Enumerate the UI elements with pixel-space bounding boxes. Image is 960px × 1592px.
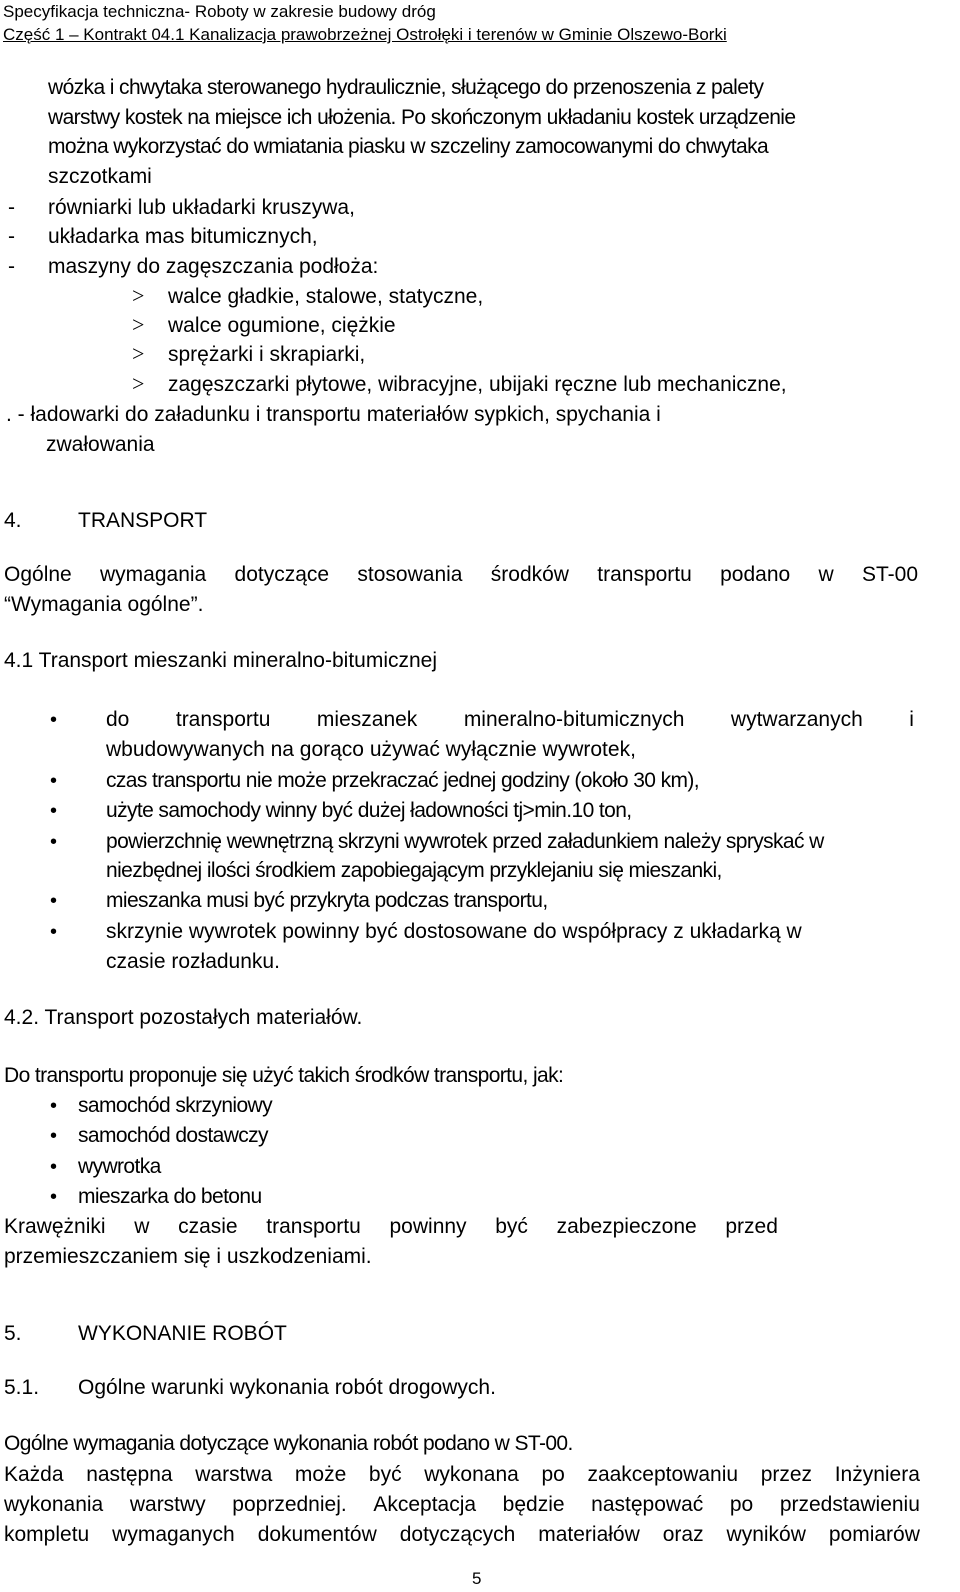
word: wymaganych	[112, 1523, 235, 1546]
section-5-1-paragraph-2-line-3	[4, 1521, 920, 1549]
bullet-icon: •	[50, 1095, 58, 1117]
word: materiałów	[538, 1523, 640, 1546]
curb-note-line-2: przemieszczaniem się i uszkodzeniami.	[4, 1245, 372, 1268]
word: warstwa	[195, 1463, 273, 1486]
section-4-number: 4.	[4, 509, 22, 532]
vehicle-item-3: wywrotka	[78, 1155, 161, 1178]
word: po	[541, 1463, 565, 1486]
intro-line-4: szczotkami	[48, 165, 152, 188]
word: Akceptacja	[373, 1493, 477, 1516]
word: Każda	[4, 1463, 64, 1486]
section-4-2-title: 4.2. Transport pozostałych materiałów.	[4, 1006, 363, 1029]
word: następna	[86, 1463, 173, 1486]
word: następować	[591, 1493, 704, 1516]
arrow-marker-icon: >	[132, 341, 145, 366]
word: przedstawieniu	[779, 1493, 920, 1516]
word: środków	[490, 563, 569, 586]
word: Krawężniki	[4, 1215, 106, 1238]
section-5-1-paragraph-2-line-2	[4, 1491, 920, 1519]
word: przez	[760, 1463, 813, 1486]
word: po	[729, 1493, 754, 1516]
section-5-1-number: 5.1.	[4, 1376, 40, 1399]
bullet-icon: •	[50, 890, 58, 912]
sub-item-3: sprężarki i skrapiarki,	[168, 343, 366, 366]
word: wykonana	[424, 1463, 519, 1486]
section-5-1-paragraph-2-line-1	[4, 1461, 920, 1489]
bullet-icon: •	[50, 1156, 58, 1178]
curb-note-line-1	[4, 1213, 778, 1241]
word: może	[294, 1463, 347, 1486]
word: kompletu	[4, 1523, 90, 1546]
word: wytwarzanych	[730, 708, 863, 731]
word: dotyczących	[399, 1523, 516, 1546]
dash-item-1: równiarki lub układarki kruszywa,	[48, 196, 355, 219]
word: Inżyniera	[834, 1463, 920, 1486]
bullet-icon: •	[50, 800, 58, 822]
word: wykonania	[4, 1493, 104, 1516]
word: transportu	[597, 563, 692, 586]
word: oraz	[662, 1523, 704, 1546]
word: mineralno-bitumicznych	[463, 708, 685, 731]
loader-line-2: zwałowania	[46, 433, 155, 456]
word: czasie	[178, 1215, 238, 1238]
word: być	[368, 1463, 402, 1486]
dash-marker: -	[8, 255, 15, 278]
page-header	[3, 0, 727, 46]
word: dokumentów	[257, 1523, 377, 1546]
transport-bullet-4-line-1: powierzchnię wewnętrzną skrzyni wywrotek przed załadunkiem należy spryskać w	[106, 830, 824, 853]
bullet-icon: •	[50, 921, 58, 943]
sub-item-2: walce ogumione, ciężkie	[168, 314, 396, 337]
dash-marker: -	[8, 225, 15, 248]
word: wyników	[726, 1523, 806, 1546]
word: wymagania	[100, 563, 207, 586]
word: poprzedniej.	[232, 1493, 347, 1516]
section-5-1-title: Ogólne warunki wykonania robót drogowych.	[78, 1376, 496, 1399]
arrow-marker-icon: >	[132, 371, 145, 396]
header-line-2: Część 1 – Kontrakt 04.1 Kanalizacja prawobrzeżnej Ostrołęki i terenów w Gminie Olszewo-Borki	[3, 25, 727, 44]
arrow-marker-icon: >	[132, 283, 145, 308]
word: być	[495, 1215, 528, 1238]
arrow-marker-icon: >	[132, 312, 145, 337]
section-4-paragraph-line-2: “Wymagania ogólne”.	[4, 593, 204, 616]
section-5-number: 5.	[4, 1322, 22, 1345]
word: transportu	[175, 708, 271, 731]
transport-bullet-1-line-1	[106, 706, 914, 734]
transport-bullet-2: czas transportu nie może przekraczać jednej godziny (około 30 km),	[106, 769, 700, 792]
bullet-icon: •	[50, 770, 58, 792]
section-4-2-intro: Do transportu proponuje się użyć takich środków transportu, jak:	[4, 1064, 564, 1087]
word: ST-00	[861, 563, 918, 586]
page-number: 5	[472, 1569, 482, 1588]
intro-line-3: można wykorzystać do wmiatania piasku w szczeliny zamocowanymi do chwytaka	[48, 135, 769, 158]
sub-item-1: walce gładkie, stalowe, statyczne,	[168, 285, 484, 308]
dash-marker: -	[8, 196, 15, 219]
header-line-1: Specyfikacja techniczna- Roboty w zakresie budowy dróg	[3, 2, 436, 21]
transport-bullet-4-line-2: niezbędnej ilości środkiem zapobiegającym przyklejaniu się mieszanki,	[106, 859, 722, 882]
sub-item-4: zagęszczarki płytowe, wibracyjne, ubijaki ręczne lub mechaniczne,	[168, 373, 787, 396]
word: w	[134, 1215, 150, 1238]
word: zaakceptowaniu	[587, 1463, 739, 1486]
bullet-icon: •	[50, 1186, 58, 1208]
bullet-icon: •	[50, 1125, 58, 1147]
vehicle-item-1: samochód skrzyniowy	[78, 1094, 273, 1117]
section-4-title: TRANSPORT	[78, 509, 208, 532]
intro-line-1: wózka i chwytaka sterowanego hydraulicznie, służącego do przenoszenia z palety	[48, 76, 764, 99]
vehicle-item-4: mieszarka do betonu	[78, 1185, 262, 1208]
transport-bullet-6-line-2: czasie rozładunku.	[106, 950, 280, 973]
dash-item-2: układarka mas bitumicznych,	[48, 225, 318, 248]
word: Ogólne	[4, 563, 72, 586]
word: podano	[720, 563, 791, 586]
transport-bullet-1-line-2: wbudowywanych na gorąco używać wyłącznie wywrotek,	[106, 738, 636, 761]
word: zabezpieczone	[556, 1215, 697, 1238]
word: dotyczące	[234, 563, 330, 586]
word: stosowania	[357, 563, 463, 586]
section-4-1-title: 4.1 Transport mieszanki mineralno-bitumicznej	[4, 649, 438, 672]
bullet-icon: •	[50, 709, 58, 731]
dash-item-3: maszyny do zagęszczania podłoża:	[48, 255, 379, 278]
word: i	[909, 708, 914, 731]
word: transportu	[266, 1215, 361, 1238]
transport-bullet-6-line-1: skrzynie wywrotek powinny być dostosowane do współpracy z układarką w	[106, 920, 802, 943]
bullet-icon: •	[50, 831, 58, 853]
word: mieszanek	[316, 708, 418, 731]
intro-line-2: warstwy kostek na miejsce ich ułożenia. Po skończonym układaniu kostek urządzenie	[48, 106, 796, 129]
word: warstwy	[129, 1493, 206, 1516]
word: pomiarów	[828, 1523, 920, 1546]
section-5-1-paragraph-1: Ogólne wymagania dotyczące wykonania robót podano w ST-00.	[4, 1432, 573, 1455]
section-5-title: WYKONANIE ROBÓT	[78, 1322, 287, 1345]
section-4-paragraph-line-1	[4, 561, 918, 589]
loader-line-1: . - ładowarki do załadunku i transportu materiałów sypkich, spychania i	[6, 403, 661, 426]
transport-bullet-3: użyte samochody winny być dużej ładowności tj>min.10 ton,	[106, 799, 632, 822]
transport-bullet-5: mieszanka musi być przykryta podczas transportu,	[106, 889, 548, 912]
word: powinny	[389, 1215, 467, 1238]
word: do	[106, 708, 130, 731]
word: przed	[725, 1215, 778, 1238]
word: w	[818, 563, 834, 586]
word: będzie	[502, 1493, 565, 1516]
vehicle-item-2: samochód dostawczy	[78, 1124, 268, 1147]
